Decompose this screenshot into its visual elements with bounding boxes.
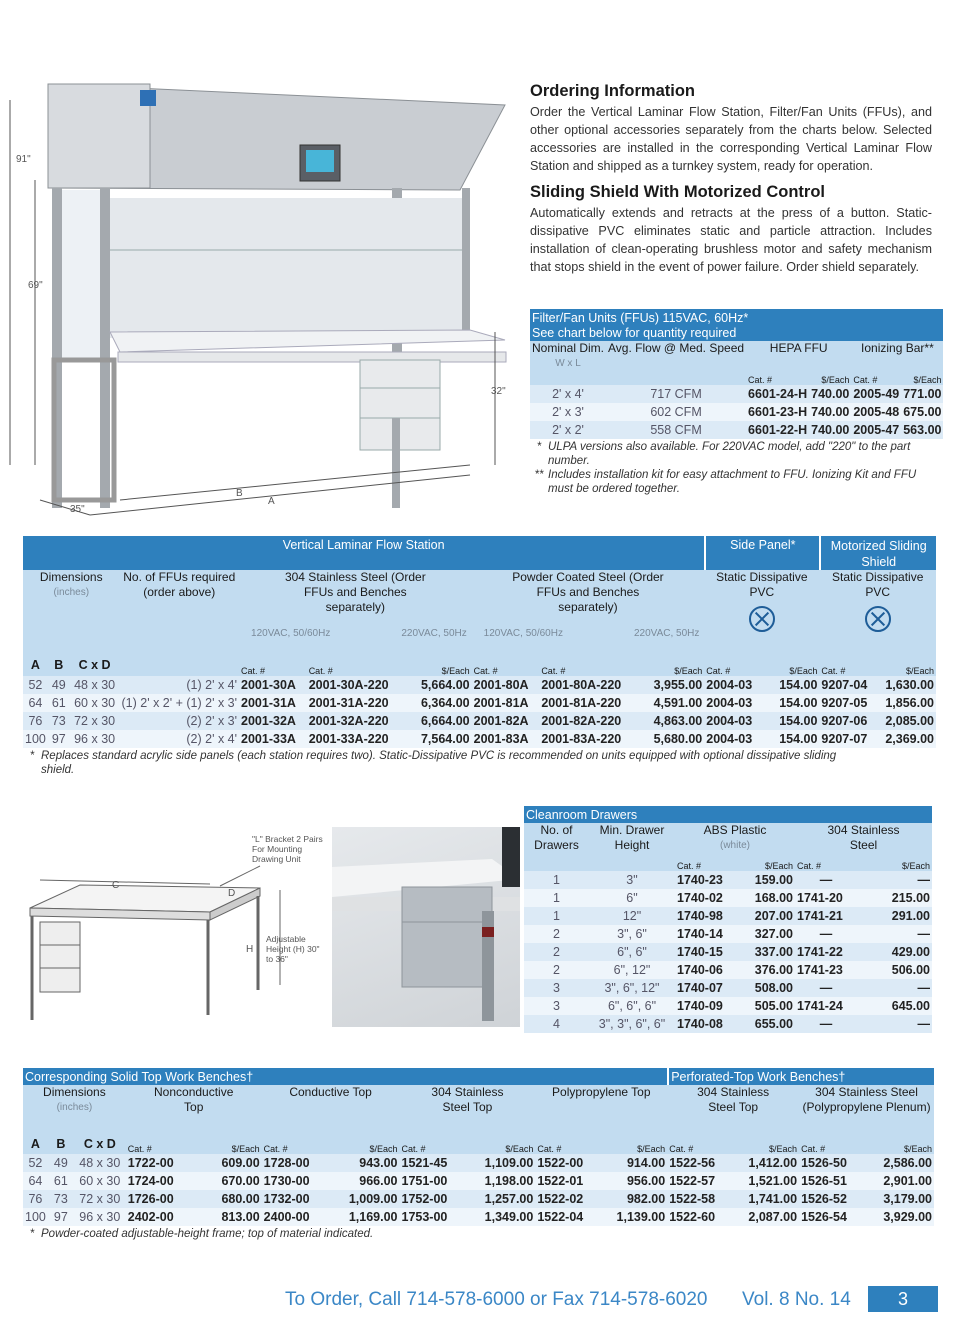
vlfs-col-cd: C x D [70, 658, 120, 676]
vlfs-cd: 60 x 30 [70, 694, 120, 712]
vlfs-ss120: 2001-33A [239, 730, 307, 748]
ffu-h-each1: $/Each [809, 375, 851, 385]
ffu-note-1: * ULPA versions also available. For 220VAC model, add "220" to the part number. [536, 441, 911, 467]
vlfs-col-a: A [23, 658, 48, 676]
bench-dim-d: D [228, 888, 236, 899]
table-row: 4 3", 3", 6", 6" 1740-08 655.00 — — [524, 1015, 932, 1033]
ffu-hepa-cat: 6601-24-H [748, 387, 808, 401]
vlfs-pc-220: 220VAC, 50Hz [629, 626, 704, 658]
benches-h-ss: 304 Stainless Steel Top [400, 1085, 536, 1137]
table-row: 52 49 48 x 30 1722-00 609.00 1728-00 943.00 1521-45 1,109.00 1522-00 914.00 1522-56 1,412.00 1526-50 2,586.00 [23, 1154, 934, 1172]
vlfs-ss-120: 120VAC, 50/60Hz [239, 626, 396, 658]
footer-volume: Vol. 8 No. 14 [742, 1289, 851, 1310]
ffu-title-line2: See chart below for quantity required [532, 326, 737, 340]
benches-h-cat: Cat. # [262, 1137, 322, 1154]
station-drawing [0, 70, 520, 520]
ffu-hepa-price: 740.00 [811, 387, 850, 401]
ffu-ion-price: 771.00 [903, 387, 942, 401]
drawers-table-section [524, 806, 932, 1033]
benches-h-pp: Polypropylene Top [535, 1085, 667, 1137]
vlfs-h-cat: Cat. # [239, 658, 307, 676]
vlfs-h-each: $/Each [877, 658, 936, 676]
vlfs-ss220: 2001-32A-220 [307, 712, 397, 730]
benches-col-b: B [48, 1137, 74, 1154]
ffu-ion-cat: 2005-47 [853, 423, 900, 437]
vlfs-h-each: $/Each [629, 658, 704, 676]
drawers-h-ss: 304 Stainless Steel [795, 823, 932, 861]
ffu-h-cat2: Cat. # [851, 375, 901, 385]
vlfs-h-ss: 304 Stainless Steel (Order FFUs and Benches separately) [239, 570, 472, 626]
sliding-shield-body: Automatically extends and retracts at the press of a button. Static-dissipative PVC eliminates static and particle attraction. Includes installation of clean-operating brushless motor and safety mechanism that stops shield in the event of power failure. Order shield separately. [530, 206, 932, 274]
table-row: 100 97 96 x 30 2402-00 813.00 2400-00 1,169.00 1753-00 1,349.00 1522-04 1,139.00 1522-60 2,087.00 1526-54 3,929.00 [25, 1210, 932, 1224]
vlfs-h-pc: Powder Coated Steel (Order FFUs and Benches separately) [472, 570, 705, 626]
vlfs-ffu: (1) 2' x 4' [120, 676, 240, 694]
ffu-table-section [530, 309, 942, 496]
vlfs-sp: 2004-03 [704, 730, 764, 748]
vlfs-pc120: 2001-82A [472, 712, 540, 730]
vlfs-b: 73 [48, 712, 70, 730]
table-row: 76 73 72 x 30 1726-00 680.00 1732-00 1,009.00 1752-00 1,257.00 1522-02 982.00 1522-58 1,741.00 1526-52 3,179.00 [23, 1190, 934, 1208]
ffu-ion-cat: 2005-49 [853, 387, 900, 401]
drawers-h-min: Min. Drawer Height [589, 823, 675, 871]
dim-32: 32" [491, 386, 506, 397]
shield-h-pvc: Static Dissipative PVC [819, 570, 936, 658]
table-row: 3 3", 6", 12" 1740-07 508.00 — — [524, 979, 932, 997]
ffu-table [530, 309, 943, 439]
ffu-note-2: ** Includes installation kit for easy attachment to FFU. Ionizing Kit and FFU must be ordered together. [534, 469, 917, 495]
laminar-flow-station-illustration [0, 70, 520, 520]
drawers-h-no: No. of Drawers [524, 823, 589, 871]
ffu-hepa-price: 740.00 [811, 423, 850, 437]
benches-h-pss: 304 Stainless Steel Top [667, 1085, 799, 1137]
dim-35: 35" [70, 504, 85, 515]
vlfs-shp: 2,369.00 [877, 730, 936, 748]
drawer-photo [332, 827, 520, 1027]
vlfs-shp: 1,630.00 [877, 676, 936, 694]
benches-h-cat: Cat. # [400, 1137, 460, 1154]
vlfs-h-cat: Cat. # [819, 658, 877, 676]
table-row: 2 6", 6" 1740-15 337.00 1741-22 429.00 [524, 943, 932, 961]
vlfs-pcp: 5,680.00 [629, 730, 704, 748]
ffu-hepa-price: 740.00 [811, 405, 850, 419]
vlfs-ssp: 6,664.00 [396, 712, 471, 730]
footer-order-line: To Order, Call 714-578-6000 or Fax 714-578-6020 [285, 1289, 708, 1310]
vlfs-pc220: 2001-80A-220 [539, 676, 629, 694]
vlfs-h-dims: Dimensions (inches) [23, 570, 120, 658]
vlfs-title: Vertical Laminar Flow Station [23, 536, 704, 570]
drawers-h-each: $/Each [857, 861, 932, 871]
vlfs-pc220: 2001-82A-220 [539, 712, 629, 730]
benches-h-each: $/Each [861, 1137, 934, 1154]
vlfs-shp: 1,856.00 [877, 694, 936, 712]
table-row [530, 421, 943, 439]
ordering-title: Ordering Information [530, 82, 695, 100]
vlfs-ss220: 2001-31A-220 [307, 694, 397, 712]
ffu-h-nominal: Nominal Dim. W x L [530, 341, 606, 385]
benches-table-section [23, 1068, 934, 1241]
vlfs-pc220: 2001-83A-220 [539, 730, 629, 748]
vlfs-h-ffus: No. of FFUs required (order above) [120, 570, 240, 658]
vlfs-note: * Replaces standard acrylic side panels (each station requires two). Static-Dissipative PVC is recommended on units equipped with optional dissipative sliding shield. [29, 750, 837, 776]
benches-h-each: $/Each [322, 1137, 400, 1154]
vlfs-cd: 48 x 30 [70, 676, 120, 694]
dim-91: 91" [16, 154, 31, 165]
ffu-dim: 2' x 2' [530, 421, 606, 439]
vlfs-sh: 9207-06 [819, 712, 877, 730]
table-row [23, 712, 936, 730]
ffu-hepa-cat: 6601-23-H [748, 405, 808, 419]
bench-dim-h: H [246, 944, 254, 955]
vlfs-pc120: 2001-80A [472, 676, 540, 694]
ffu-flow: 717 CFM [606, 385, 746, 403]
benches-col-a: A [23, 1137, 48, 1154]
vlfs-sp: 2004-03 [704, 712, 764, 730]
drawer-photo-drawing [332, 827, 520, 1027]
vlfs-sp: 2004-03 [704, 694, 764, 712]
table-row: 2 6", 12" 1740-06 376.00 1741-23 506.00 [524, 961, 932, 979]
ffu-ion-cat: 2005-48 [853, 405, 900, 419]
vlfs-table [23, 536, 936, 748]
drawers-title: Cleanroom Drawers [524, 806, 932, 823]
benches-h-dims: Dimensions (inches) [23, 1085, 126, 1137]
ffu-h-hepa: HEPA FFU [746, 341, 851, 375]
benches-h-each: $/Each [595, 1137, 667, 1154]
adjustable-label: Adjustable Height (H) 30" to 36" [266, 934, 320, 964]
no-static-icon [865, 606, 891, 632]
benches-h-pssp: 304 Stainless Steel (Polypropylene Plenum) [799, 1085, 934, 1137]
vlfs-ffu: (1) 2' x 2' + (1) 2' x 3' [121, 696, 238, 710]
vlfs-b: 97 [48, 730, 70, 748]
table-row [530, 385, 943, 403]
vlfs-h-each: $/Each [396, 658, 471, 676]
dim-69: 69" [28, 280, 43, 291]
benches-note: * Powder-coated adjustable-height frame; top of material indicated. [29, 1228, 374, 1240]
drawers-table [524, 806, 932, 1033]
ffu-ion-price: 563.00 [903, 423, 942, 437]
ffu-h-flow: Avg. Flow @ Med. Speed [606, 341, 746, 385]
ordering-body: Order the Vertical Laminar Flow Station, Filter/Fan Units (FFUs), and other optional accessories separately from the charts below. Selected accessories are installed in the corresponding Vertical Laminar Flow Station and shipped as a turnkey system, ready for operation. [530, 105, 932, 173]
vlfs-sp: 2004-03 [704, 676, 764, 694]
vlfs-ss220: 2001-33A-220 [307, 730, 397, 748]
vlfs-cd: 96 x 30 [70, 730, 120, 748]
dim-a: A [268, 496, 275, 507]
side-panel-title: Side Panel* [704, 536, 819, 570]
ffu-title [530, 309, 943, 341]
drawers-h-cat: Cat. # [795, 861, 857, 871]
vlfs-h-cat: Cat. # [539, 658, 629, 676]
benches-h-each: $/Each [459, 1137, 535, 1154]
vlfs-pc220: 2001-81A-220 [539, 694, 629, 712]
ffu-dim: 2' x 3' [530, 403, 606, 421]
table-row [530, 403, 943, 421]
bracket-label: "L" Bracket 2 Pairs For Mounting Drawing Unit [252, 834, 323, 864]
side-h-pvc: Static Dissipative PVC [704, 570, 819, 658]
ffu-hepa-cat: 6601-22-H [748, 423, 808, 437]
vlfs-pc-120: 120VAC, 50/60Hz [472, 626, 629, 658]
ffu-h-each2: $/Each [901, 375, 943, 385]
vlfs-spp: 154.00 [764, 730, 820, 748]
ffu-ion-price: 675.00 [903, 405, 942, 419]
benches-table [23, 1068, 934, 1226]
vlfs-b: 61 [48, 694, 70, 712]
vlfs-ss120: 2001-32A [239, 712, 307, 730]
vlfs-ffu: (2) 2' x 4' [120, 730, 240, 748]
drawers-h-each: $/Each [737, 861, 795, 871]
vlfs-h-each: $/Each [764, 658, 820, 676]
benches-h-cat: Cat. # [126, 1137, 186, 1154]
shield-title: Motorized Sliding Shield [819, 536, 936, 570]
page-number: 3 [868, 1286, 938, 1312]
benches-h-cond: Conductive Top [262, 1085, 400, 1137]
benches-h-cat: Cat. # [667, 1137, 729, 1154]
vlfs-pcp: 4,863.00 [629, 712, 704, 730]
table-row: 64 61 60 x 30 1724-00 670.00 1730-00 966.00 1751-00 1,198.00 1522-01 956.00 1522-57 1,521.00 1526-51 2,901.00 [23, 1172, 934, 1190]
ffu-dim: 2' x 4' [530, 385, 606, 403]
ordering-info-section [530, 82, 932, 284]
table-row [23, 694, 936, 712]
vlfs-spp: 154.00 [764, 712, 820, 730]
table-row [23, 676, 936, 694]
ffu-h-ion: Ionizing Bar** [851, 341, 943, 375]
vlfs-ffu: (2) 2' x 3' [120, 712, 240, 730]
vlfs-b: 49 [48, 676, 70, 694]
drawers-h-cat: Cat. # [675, 861, 737, 871]
vlfs-a: 76 [23, 712, 48, 730]
vlfs-ssp: 7,564.00 [396, 730, 471, 748]
table-row: 1 3" 1740-23 159.00 — — [524, 871, 932, 889]
benches-h-each: $/Each [729, 1137, 799, 1154]
vlfs-table-section [23, 536, 936, 777]
vlfs-pcp: 3,955.00 [629, 676, 704, 694]
ffu-title-line1: Filter/Fan Units (FFUs) 115VAC, 60Hz* [532, 311, 749, 325]
bench-diagram [20, 830, 330, 1050]
vlfs-pcp: 4,591.00 [629, 694, 704, 712]
bench-dim-c: C [112, 880, 120, 891]
vlfs-h-cat: Cat. # [704, 658, 764, 676]
vlfs-spp: 154.00 [764, 694, 820, 712]
vlfs-a: 64 [23, 694, 48, 712]
table-row: 1 12" 1740-98 207.00 1741-21 291.00 [524, 907, 932, 925]
vlfs-pc120: 2001-81A [472, 694, 540, 712]
vlfs-ss120: 2001-30A [239, 676, 307, 694]
no-static-icon [749, 606, 775, 632]
vlfs-sh: 9207-04 [819, 676, 877, 694]
vlfs-ss120: 2001-31A [239, 694, 307, 712]
benches-title: Corresponding Solid Top Work Benches† [23, 1068, 667, 1085]
ffu-h-cat1: Cat. # [746, 375, 809, 385]
table-row: 3 6", 6", 6" 1740-09 505.00 1741-24 645.00 [524, 997, 932, 1015]
vlfs-a: 52 [23, 676, 48, 694]
dim-b: B [236, 488, 243, 499]
vlfs-ss-220: 220VAC, 50Hz [396, 626, 471, 658]
vlfs-col-b: B [48, 658, 70, 676]
vlfs-a: 100 [25, 732, 46, 746]
benches-h-cat: Cat. # [535, 1137, 595, 1154]
vlfs-shp: 2,085.00 [877, 712, 936, 730]
vlfs-ssp: 5,664.00 [396, 676, 471, 694]
table-row: 1 6" 1740-02 168.00 1741-20 215.00 [524, 889, 932, 907]
table-row [23, 730, 936, 748]
vlfs-cd: 72 x 30 [70, 712, 120, 730]
ffu-flow: 558 CFM [606, 421, 746, 439]
ffu-flow: 602 CFM [606, 403, 746, 421]
vlfs-sh: 9207-07 [819, 730, 877, 748]
sliding-shield-title: Sliding Shield With Motorized Control [530, 183, 825, 201]
benches-col-cd: C x D [74, 1137, 126, 1154]
vlfs-ssp: 6,364.00 [396, 694, 471, 712]
benches-h-nc: Nonconductive Top [126, 1085, 262, 1137]
benches-h-each: $/Each [186, 1137, 262, 1154]
drawers-h-abs: ABS Plastic (white) [675, 823, 795, 861]
vlfs-h-cat: Cat. # [307, 658, 397, 676]
vlfs-h-cat: Cat. # [472, 658, 540, 676]
vlfs-pc120: 2001-83A [472, 730, 540, 748]
vlfs-spp: 154.00 [764, 676, 820, 694]
benches-h-cat: Cat. # [799, 1137, 861, 1154]
vlfs-ss220: 2001-30A-220 [307, 676, 397, 694]
perf-benches-title: Perforated-Top Work Benches† [667, 1068, 934, 1085]
table-row: 2 3", 6" 1740-14 327.00 — — [524, 925, 932, 943]
vlfs-sh: 9207-05 [819, 694, 877, 712]
